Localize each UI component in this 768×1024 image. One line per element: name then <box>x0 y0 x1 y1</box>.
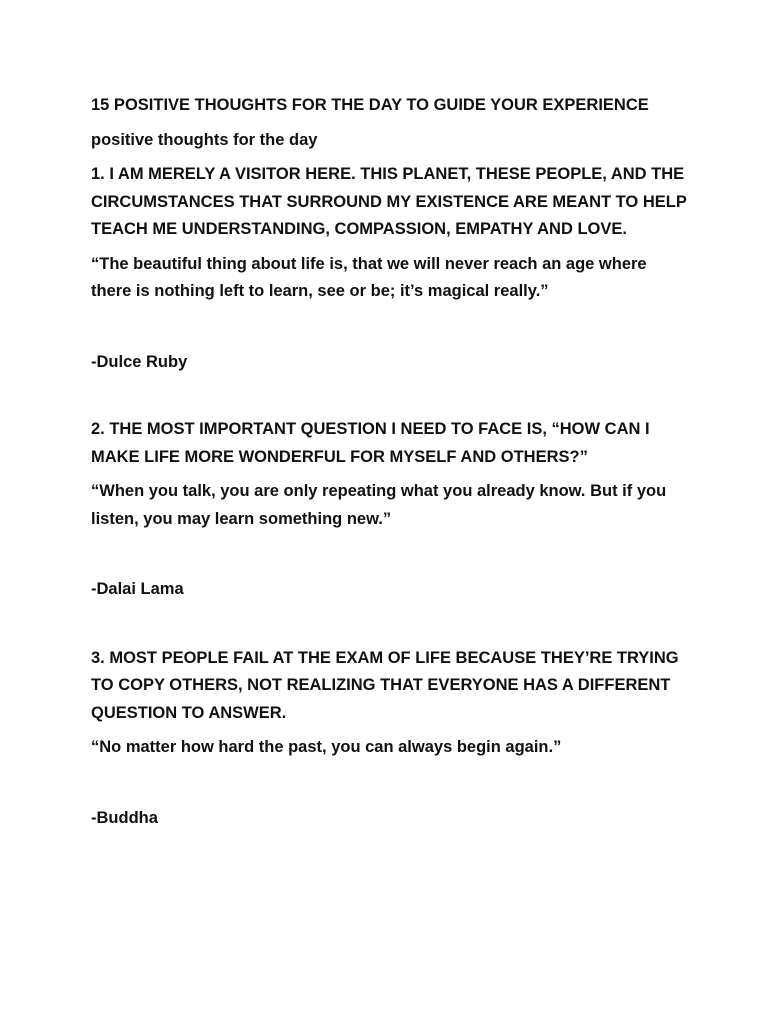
thought-2 <box>91 416 691 645</box>
thought-heading: 3. MOST PEOPLE FAIL AT THE EXAM OF LIFE BECAUSE THEY’RE TRYING TO COPY OTHERS, NOT REALIZING THAT EVERYONE HAS A DIFFERENT QUESTION TO ANSWER. <box>91 648 679 722</box>
document-subtitle: positive thoughts for the day <box>91 130 318 149</box>
thought-heading: 2. THE MOST IMPORTANT QUESTION I NEED TO FACE IS, “HOW CAN I MAKE LIFE MORE WONDERFUL FOR MYSELF AND OTHERS?” <box>91 420 650 466</box>
thought-1 <box>91 161 691 416</box>
thought-quote: “When you talk, you are only repeating what you already know. But if you listen, you may learn something new.” <box>91 482 667 528</box>
document-content <box>91 92 691 832</box>
thought-heading: 1. I AM MERELY A VISITOR HERE. THIS PLANET, THESE PEOPLE, AND THE CIRCUMSTANCES THAT SURROUND MY EXISTENCE ARE MEANT TO HELP TEACH ME UNDERSTANDING, COMPASSION, EMPATHY AND LOVE. <box>91 165 687 238</box>
spacer <box>91 540 691 576</box>
spacer <box>91 313 691 349</box>
thought-quote: “No matter how hard the past, you can always begin again.” <box>91 738 562 756</box>
thought-quote: “The beautiful thing about life is, that we will never reach an age where there is nothing left to learn, see or be; it’s magical really.” <box>91 254 647 300</box>
thought-author: -Dalai Lama <box>91 580 184 598</box>
thought-author: -Buddha <box>91 808 158 827</box>
thought-author: -Dulce Ruby <box>91 352 188 371</box>
thought-3 <box>91 645 691 833</box>
spacer <box>91 769 691 805</box>
spacer <box>91 376 691 416</box>
document-title: 15 POSITIVE THOUGHTS FOR THE DAY TO GUIDE YOUR EXPERIENCE <box>91 96 649 114</box>
spacer <box>91 604 691 645</box>
